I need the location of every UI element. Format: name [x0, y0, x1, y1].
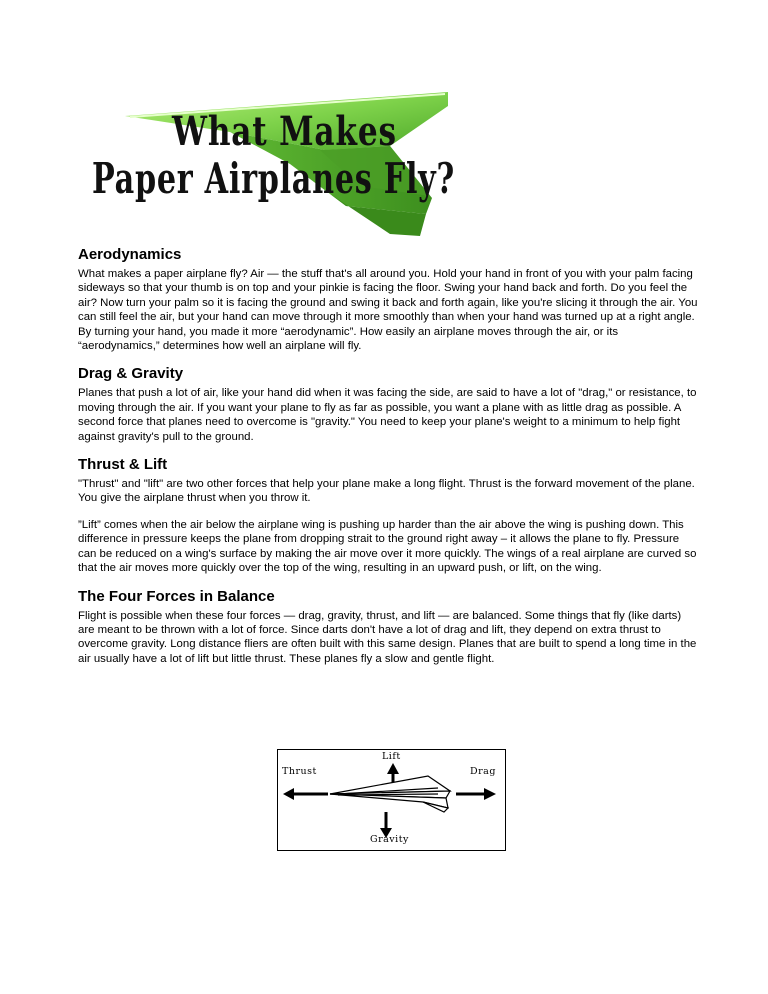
thrust-arrowhead	[283, 788, 294, 800]
lift-label: Lift	[382, 751, 401, 762]
article-body	[78, 246, 698, 678]
section-paragraph: "Thrust" and "lift" are two other forces that help your plane make a long flight. Thrust is the forward movement of the plane. You give the airplane thrust when you throw it.	[78, 478, 695, 505]
paper-airplane-icon	[330, 776, 450, 812]
section-heading: The Four Forces in Balance	[78, 587, 275, 605]
section-four-forces	[78, 588, 698, 667]
banner-title-line1: What Makes	[172, 108, 397, 155]
four-forces-diagram	[277, 749, 506, 851]
drag-arrowhead	[484, 788, 496, 800]
section-heading: Aerodynamics	[78, 246, 182, 263]
section-aerodynamics	[78, 246, 698, 353]
section-paragraph: What makes a paper airplane fly? Air — the stuff that's all around you. Hold your hand in front of you with your palm facing sideways so that your thumb is on top and your pinkie is facing the floor. Swing your hand back and forth. Do you feel the air? Now turn your palm so it is facing the ground and swing it back and forth again, like you're slicing it through the air. You can still feel the air, but your hand can move through it more smoothly than when your hand was turned up at a right angle. By turning your hand, you made it more “aerodynamic”. How easily an airplane moves through the air, or its “aerodynamics,” determines how well an airplane will fly.	[78, 268, 698, 353]
section-heading: Thrust & Lift	[78, 456, 168, 474]
lift-arrowhead	[387, 763, 399, 774]
section-paragraph: Planes that push a lot of air, like your hand did when it was facing the side, are said to have a lot of "drag," or resistance, to moving through the air. If you want your plane to fly as far as possible, you want a plane with as little drag as possible. A second force that planes need to overcome is "gravity." You need to keep your plane's weight to a minimum to help fight against gravity's pull to the ground.	[78, 387, 697, 443]
section-drag-gravity	[78, 365, 698, 444]
drag-label: Drag	[470, 766, 496, 777]
banner-title-line2: Paper Airplanes Fly?	[92, 154, 455, 203]
thrust-label: Thrust	[282, 766, 317, 777]
section-heading: Drag & Gravity	[78, 365, 184, 383]
section-paragraph: ”Lift” comes when the air below the airplane wing is pushing up harder than the air above the wing is pushing down. This difference in pressure keeps the plane from dropping strait to the ground right away – it allows the plane to fly. Pressure can be reduced on a wing's surface by making the air move over it more quickly. The wings of a real airplane are curved so that the air moves more quickly over the top of the wing, resulting in an upward push, or lift, on the wing.	[78, 518, 697, 575]
title-banner	[90, 86, 455, 241]
section-thrust-lift	[78, 456, 698, 575]
section-paragraph: Flight is possible when these four forces — drag, gravity, thrust, and lift — are balanced. Some things that fly (like darts) are meant to be thrown with a lot of force. Since darts don't have a lot of drag and lift, they depend on extra thrust to overcome gravity. Long distance fliers are often built with this same design. Planes that are built to spend a long time in the air usually have a lot of lift but little thrust. These planes fly a slow and gentle flight.	[78, 609, 697, 665]
banner-title	[90, 86, 455, 241]
gravity-label: Gravity	[370, 834, 409, 845]
